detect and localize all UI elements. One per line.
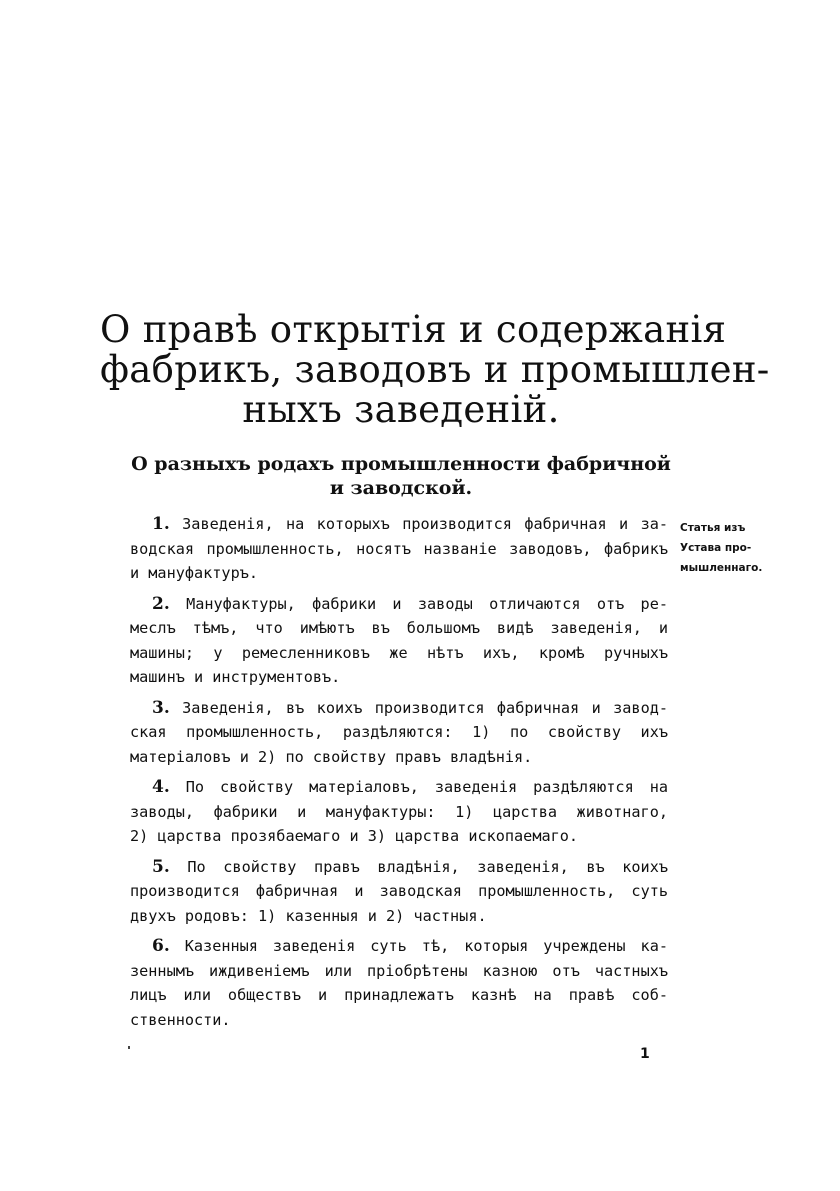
paragraph-line: 1. Заведенія, на которыхъ производится фабричная и за- [152,514,668,534]
article-paragraph [130,855,668,929]
paragraph-line: 2) царства прозябаемаго и 3) царства ископаемаго. [130,827,579,845]
body-text [130,512,668,1038]
title-line: фабрикъ, заводовъ и промышлен- [100,348,770,391]
page-number: 1 [640,1046,650,1062]
scan-speck [128,1046,130,1049]
paragraph-line: ственности. [130,1010,231,1029]
paragraph-line: 6. Казенныя заведенія суть тѣ, которыя учреждены ка- [152,936,668,956]
paragraph-line: машинъ и инструментовъ. [130,668,341,686]
article-number: 5. [152,856,170,877]
section-heading [110,452,692,500]
margin-note-line: Устава про- [680,542,752,554]
paragraph-line: производится фабричная и заводская промышленность, суть [130,882,668,900]
paragraph-line: лицъ или обществъ и принадлежатъ казнѣ на правѣ соб- [130,986,668,1004]
paragraph-line: двухъ родовъ: 1) казенныя и 2) частныя. [130,906,487,925]
article-number: 1. [152,514,170,534]
paragraph-line: 2. Мануфактуры, фабрики и заводы отличаются отъ ре- [152,593,668,614]
article-paragraph [130,592,668,690]
margin-note [680,518,763,578]
article-number: 3. [152,697,170,718]
paragraph-line: и мануфактуръ. [130,564,259,582]
article-paragraph [130,934,668,1032]
article-paragraph [130,696,668,770]
page-title [100,308,770,431]
title-line: О правѣ открытія и содержанія [100,308,727,351]
article-paragraph [130,775,668,849]
paragraph-line: 4. По свойству матеріаловъ, заведенія раздѣляются на [152,777,668,797]
article-paragraph [130,512,668,586]
article-number: 2. [152,593,170,614]
paragraph-line: 3. Заведенія, въ коихъ производится фабричная и завод- [152,697,668,718]
paragraph-line: матеріаловъ и 2) по свойству правъ владѣнія. [130,747,533,766]
paragraph-line: меслъ тѣмъ, что имѣютъ въ большомъ видѣ заведенія, и [130,619,668,637]
margin-note-line: Статья изъ [680,522,746,534]
section-heading-line: О разныхъ родахъ промышленности фабричной [131,453,671,475]
paragraph-line: заводы, фабрики и мануфактуры: 1) царства животнаго, [130,802,668,821]
paragraph-line: водская промышленность, носятъ названіе заводовъ, фабрикъ [130,539,668,558]
section-heading-line: и заводской. [329,477,473,499]
margin-note-line: мышленнаго. [680,562,763,574]
paragraph-line: машины; у ремесленниковъ же нѣтъ ихъ, кромѣ ручныхъ [130,643,668,662]
title-line: ныхъ заведеній. [242,388,560,431]
paragraph-line: 5. По свойству правъ владѣнія, заведенія, въ коихъ [152,856,668,877]
paragraph-line: ская промышленность, раздѣляются: 1) по свойству ихъ [130,723,668,741]
paragraph-line: зеннымъ иждивеніемъ или пріобрѣтены казною отъ частныхъ [130,961,668,980]
article-number: 6. [152,936,170,956]
article-number: 4. [152,777,170,797]
